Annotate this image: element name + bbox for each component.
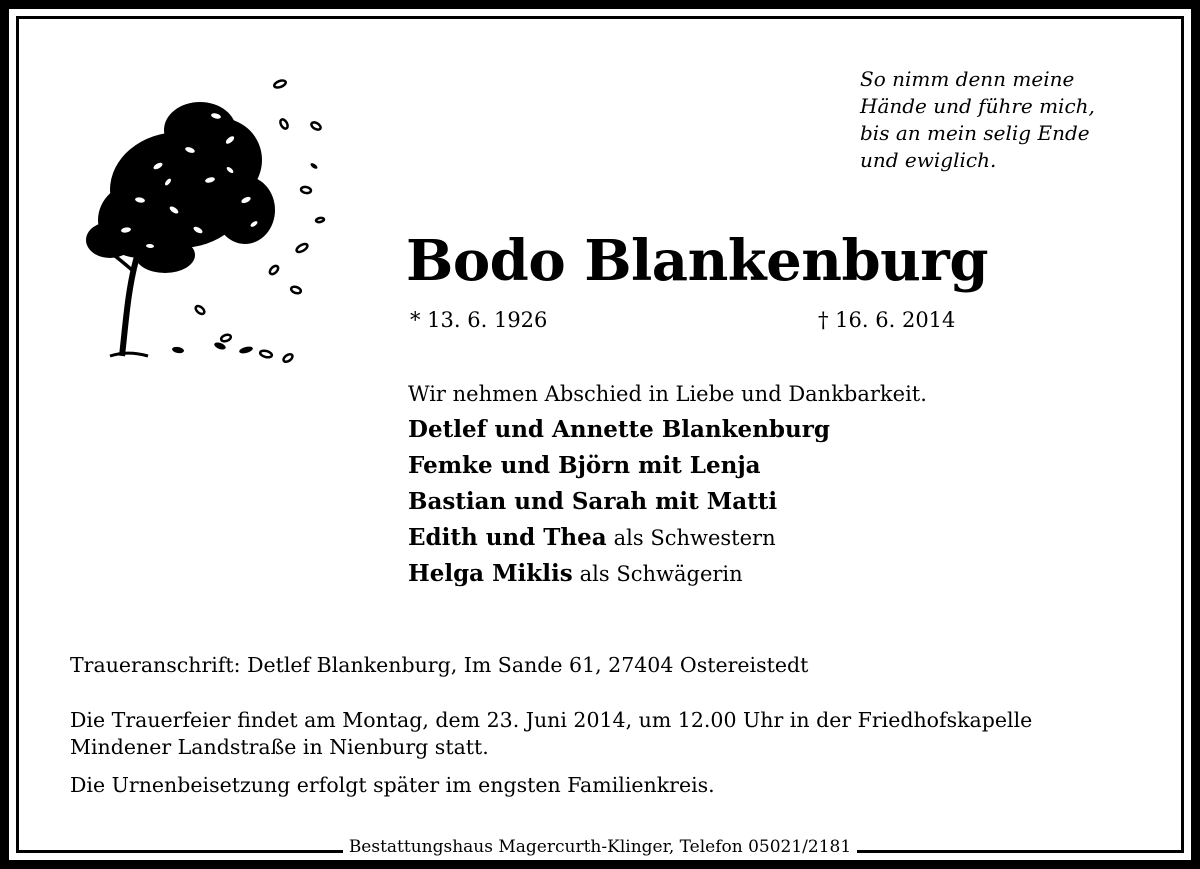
mourner-entry (408, 412, 830, 448)
mourner-name: Helga Miklis (408, 560, 573, 587)
farewell-text: Wir nehmen Abschied in Liebe und Dankbarkeit. (408, 382, 927, 406)
verse-quote (860, 66, 1160, 174)
mourner-name: Femke und Björn mit Lenja (408, 452, 761, 479)
funeral-home-footer (0, 835, 1200, 859)
mourner-entry (408, 448, 830, 484)
urn-burial-notice: Die Urnenbeisetzung erfolgt später im engsten Familienkreis. (70, 773, 715, 797)
verse-line: und ewiglich. (860, 148, 997, 172)
windblown-tree-icon (70, 70, 330, 370)
verse-line: So nimm denn meine (860, 67, 1075, 91)
mourning-address: Traueranschrift: Detlef Blankenburg, Im Sande 61, 27404 Ostereistedt (70, 653, 809, 677)
mourner-name: Edith und Thea (408, 524, 607, 551)
birth-date: * 13. 6. 1926 (410, 308, 548, 332)
mourner-name: Detlef und Annette Blankenburg (408, 416, 830, 443)
mourner-entry (408, 520, 830, 556)
mourner-entry (408, 556, 830, 592)
verse-line: bis an mein selig Ende (860, 121, 1090, 145)
mourner-relation: als Schwägerin (579, 562, 743, 586)
service-line: Die Trauerfeier findet am Montag, dem 23. Juni 2014, um 12.00 Uhr in der Friedhofskapelle (70, 708, 1033, 732)
mourner-name: Bastian und Sarah mit Matti (408, 488, 778, 515)
mourner-entry (408, 484, 830, 520)
mourner-relation: als Schwestern (613, 526, 776, 550)
verse-line: Hände und führe mich, (860, 94, 1095, 118)
funeral-service-notice (70, 707, 1150, 761)
service-line: Mindener Landstraße in Nienburg statt. (70, 735, 489, 759)
funeral-home-contact: Bestattungshaus Magercurth-Klinger, Telefon 05021/2181 (343, 837, 857, 857)
mourners-list (408, 412, 830, 592)
deceased-name: Bodo Blankenburg (406, 228, 988, 294)
death-date: † 16. 6. 2014 (818, 308, 956, 332)
